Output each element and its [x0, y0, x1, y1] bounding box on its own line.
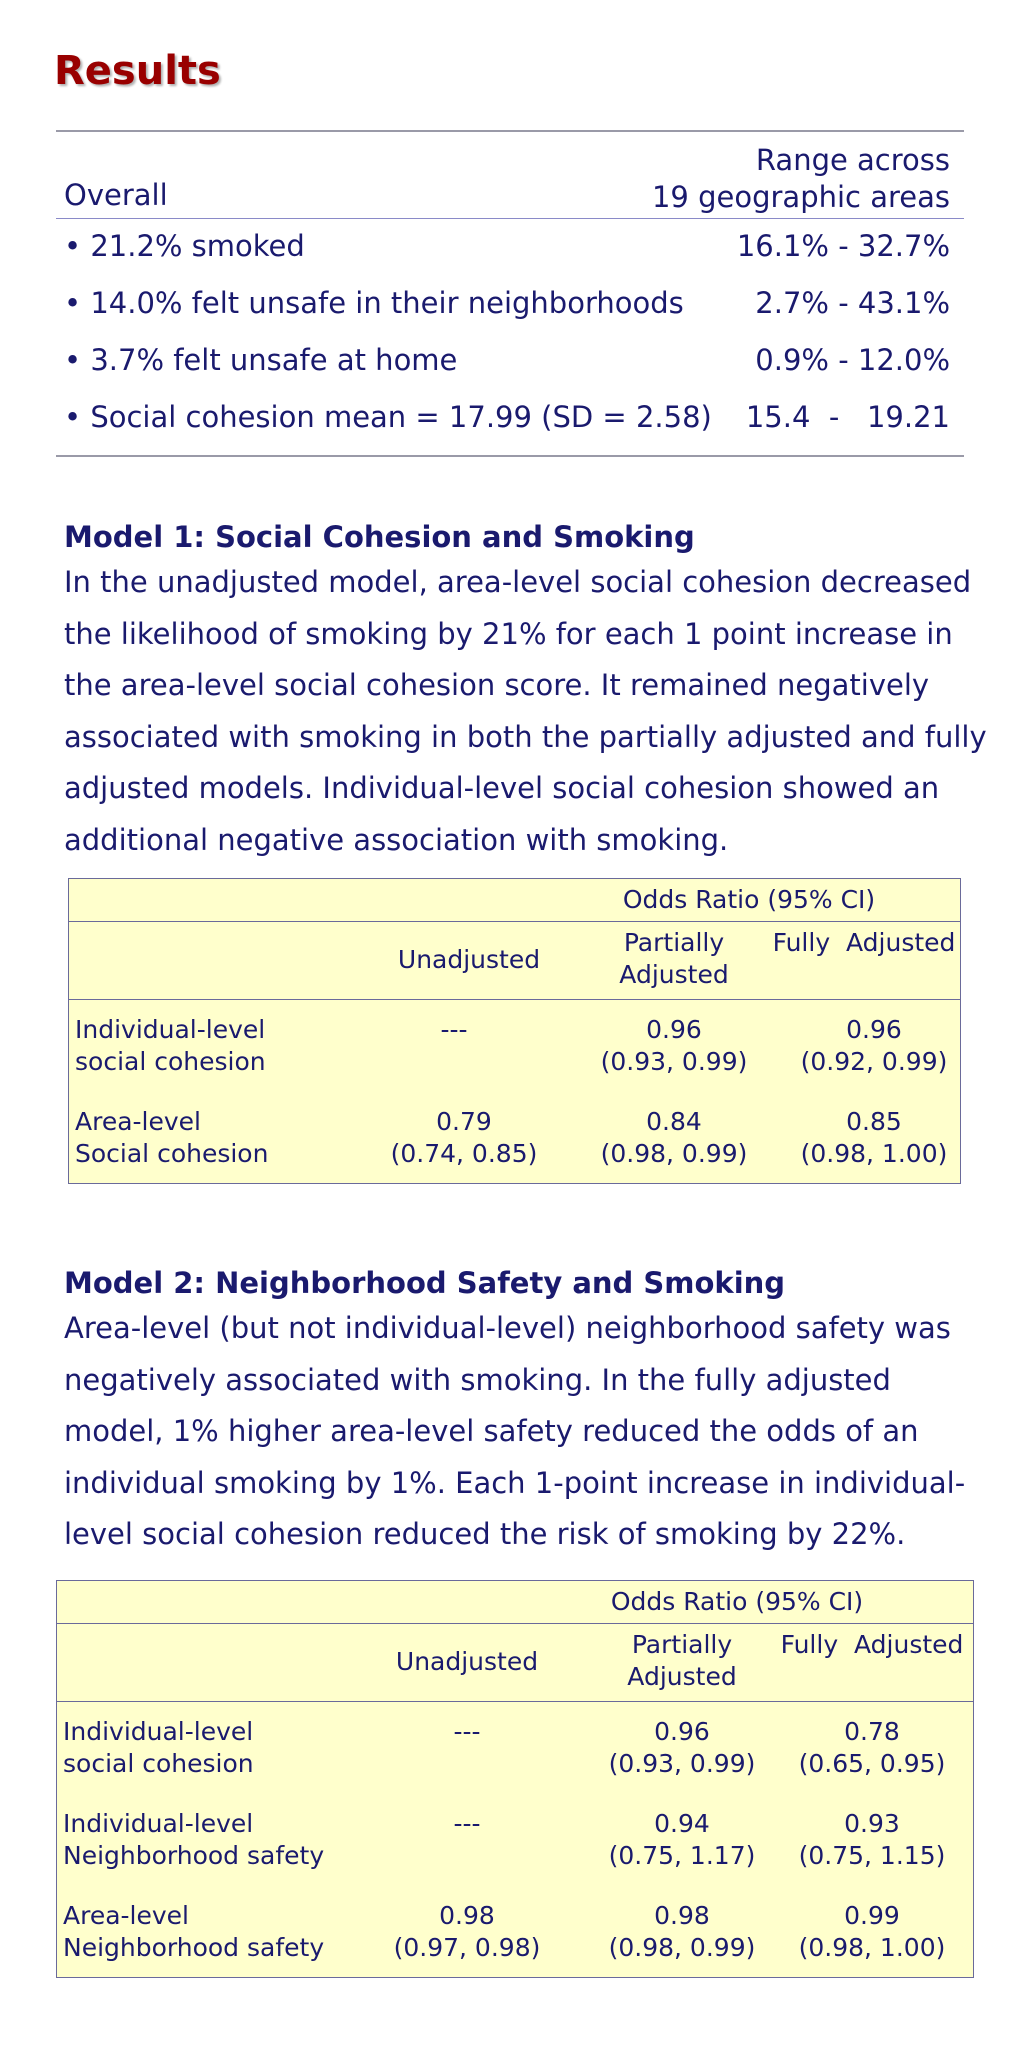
fully-value: 0.93	[844, 1809, 900, 1838]
col-partially: Partially	[623, 928, 725, 957]
summary-row-range: 15.4 - 19.21	[745, 400, 950, 434]
model2-title: Model 2: Neighborhood Safety and Smoking	[64, 1266, 786, 1300]
model1-text: In the unadjusted model, area-level social cohesion decreased the likelihood of smoking by 21% for each 1 point increase in the area-level social cohesion score. It remained negatively associated with smoking in both the partially adjusted and fully adjusted models. Individual-level social cohesion showed an additional negative association with smoking.	[64, 565, 987, 857]
range-header-line2: 19 geographic areas	[651, 180, 950, 214]
row-label: social cohesion	[63, 1749, 254, 1778]
summary-row	[56, 390, 964, 447]
summary-row	[56, 333, 964, 390]
fully-value: 0.99	[844, 1901, 900, 1930]
fully-ci: (0.98, 1.00)	[800, 1139, 948, 1168]
unadjusted-value: 0.98	[439, 1901, 495, 1930]
fully-value: 0.96	[846, 1015, 902, 1044]
row-label: Area-level	[75, 1107, 202, 1136]
unadjusted-value: ---	[440, 1015, 468, 1044]
fully-value: 0.85	[846, 1107, 902, 1136]
summary-header	[56, 132, 964, 218]
summary-row	[56, 219, 964, 276]
partial-value: 0.96	[646, 1015, 702, 1044]
col-unadjusted: Unadjusted	[397, 945, 541, 974]
odds-ratio-header: Odds Ratio (95% CI)	[610, 1587, 864, 1616]
partial-ci: (0.93, 0.99)	[600, 1047, 748, 1076]
odds-table-header-row	[57, 1581, 973, 1624]
row-label: Individual-level	[63, 1717, 254, 1746]
col-partially-adjusted: Adjusted	[619, 960, 729, 989]
unadjusted-value: 0.79	[436, 1107, 492, 1136]
unadjusted-value: ---	[453, 1717, 481, 1746]
summary-row-range: 2.7% - 43.1%	[755, 286, 950, 320]
row-label: Area-level	[63, 1901, 190, 1930]
col-partially: Partially	[631, 1630, 733, 1659]
row-label: Neighborhood safety	[63, 1841, 325, 1870]
unadjusted-ci: (0.97, 0.98)	[393, 1933, 541, 1962]
partial-value: 0.96	[654, 1717, 710, 1746]
partial-value: 0.84	[646, 1107, 702, 1136]
odds-table-header-row	[69, 879, 960, 922]
summary-row-text: • 14.0% felt unsafe in their neighborhoods	[64, 286, 684, 320]
summary-row-text: • Social cohesion mean = 17.99 (SD = 2.58)	[64, 400, 712, 434]
summary-table	[56, 130, 964, 457]
fully-value: 0.78	[844, 1717, 900, 1746]
model2-text: Area-level (but not individual-level) neighborhood safety was negatively associated with smoking. In the fully adjusted model, 1% higher area-level safety reduced the odds of an individual smoking by 1%. Each 1-point increase in individual-level social cohesion reduced the risk of smoking by 22%.	[64, 1311, 966, 1551]
model1-title: Model 1: Social Cohesion and Smoking	[64, 520, 695, 554]
row-label: Social cohesion	[75, 1139, 269, 1168]
row-label: Neighborhood safety	[63, 1933, 325, 1962]
col-unadjusted: Unadjusted	[395, 1647, 539, 1676]
col-fully-adjusted: Fully Adjusted	[772, 928, 956, 957]
summary-bottom-rule	[56, 455, 964, 457]
partial-ci: (0.98, 0.99)	[608, 1933, 756, 1962]
model1-odds-table	[68, 878, 961, 1184]
odds-table-columns-row	[69, 922, 960, 1000]
summary-row-range: 16.1% - 32.7%	[736, 229, 950, 263]
results-title: Results	[54, 48, 221, 94]
summary-row-range: 0.9% - 12.0%	[755, 343, 950, 377]
fully-ci: (0.65, 0.95)	[798, 1749, 946, 1778]
partial-value: 0.94	[654, 1809, 710, 1838]
partial-ci: (0.98, 0.99)	[600, 1139, 748, 1168]
summary-row	[56, 276, 964, 333]
fully-ci: (0.75, 1.15)	[798, 1841, 946, 1870]
partial-ci: (0.75, 1.17)	[608, 1841, 756, 1870]
unadjusted-ci: (0.74, 0.85)	[390, 1139, 538, 1168]
summary-row-text: • 3.7% felt unsafe at home	[64, 343, 458, 377]
summary-row-text: • 21.2% smoked	[64, 229, 305, 263]
row-label: Individual-level	[63, 1809, 254, 1838]
range-header	[652, 142, 950, 216]
partial-ci: (0.93, 0.99)	[608, 1749, 756, 1778]
model2-odds-table	[56, 1580, 974, 1978]
unadjusted-value: ---	[453, 1809, 481, 1838]
row-label: Individual-level	[75, 1015, 266, 1044]
col-fully-adjusted: Fully Adjusted	[780, 1630, 964, 1659]
odds-table-columns-row	[57, 1624, 973, 1702]
fully-ci: (0.98, 1.00)	[798, 1933, 946, 1962]
fully-ci: (0.92, 0.99)	[800, 1047, 948, 1076]
overall-label: Overall	[64, 178, 168, 212]
odds-table-body	[69, 1000, 960, 1182]
range-header-line1: Range across	[755, 143, 950, 177]
row-label: social cohesion	[75, 1047, 266, 1076]
col-partially-adjusted: Adjusted	[627, 1662, 737, 1691]
odds-ratio-header: Odds Ratio (95% CI)	[622, 885, 876, 914]
summary-rows	[56, 219, 964, 455]
odds-table-body	[57, 1702, 973, 1976]
partial-value: 0.98	[654, 1901, 710, 1930]
